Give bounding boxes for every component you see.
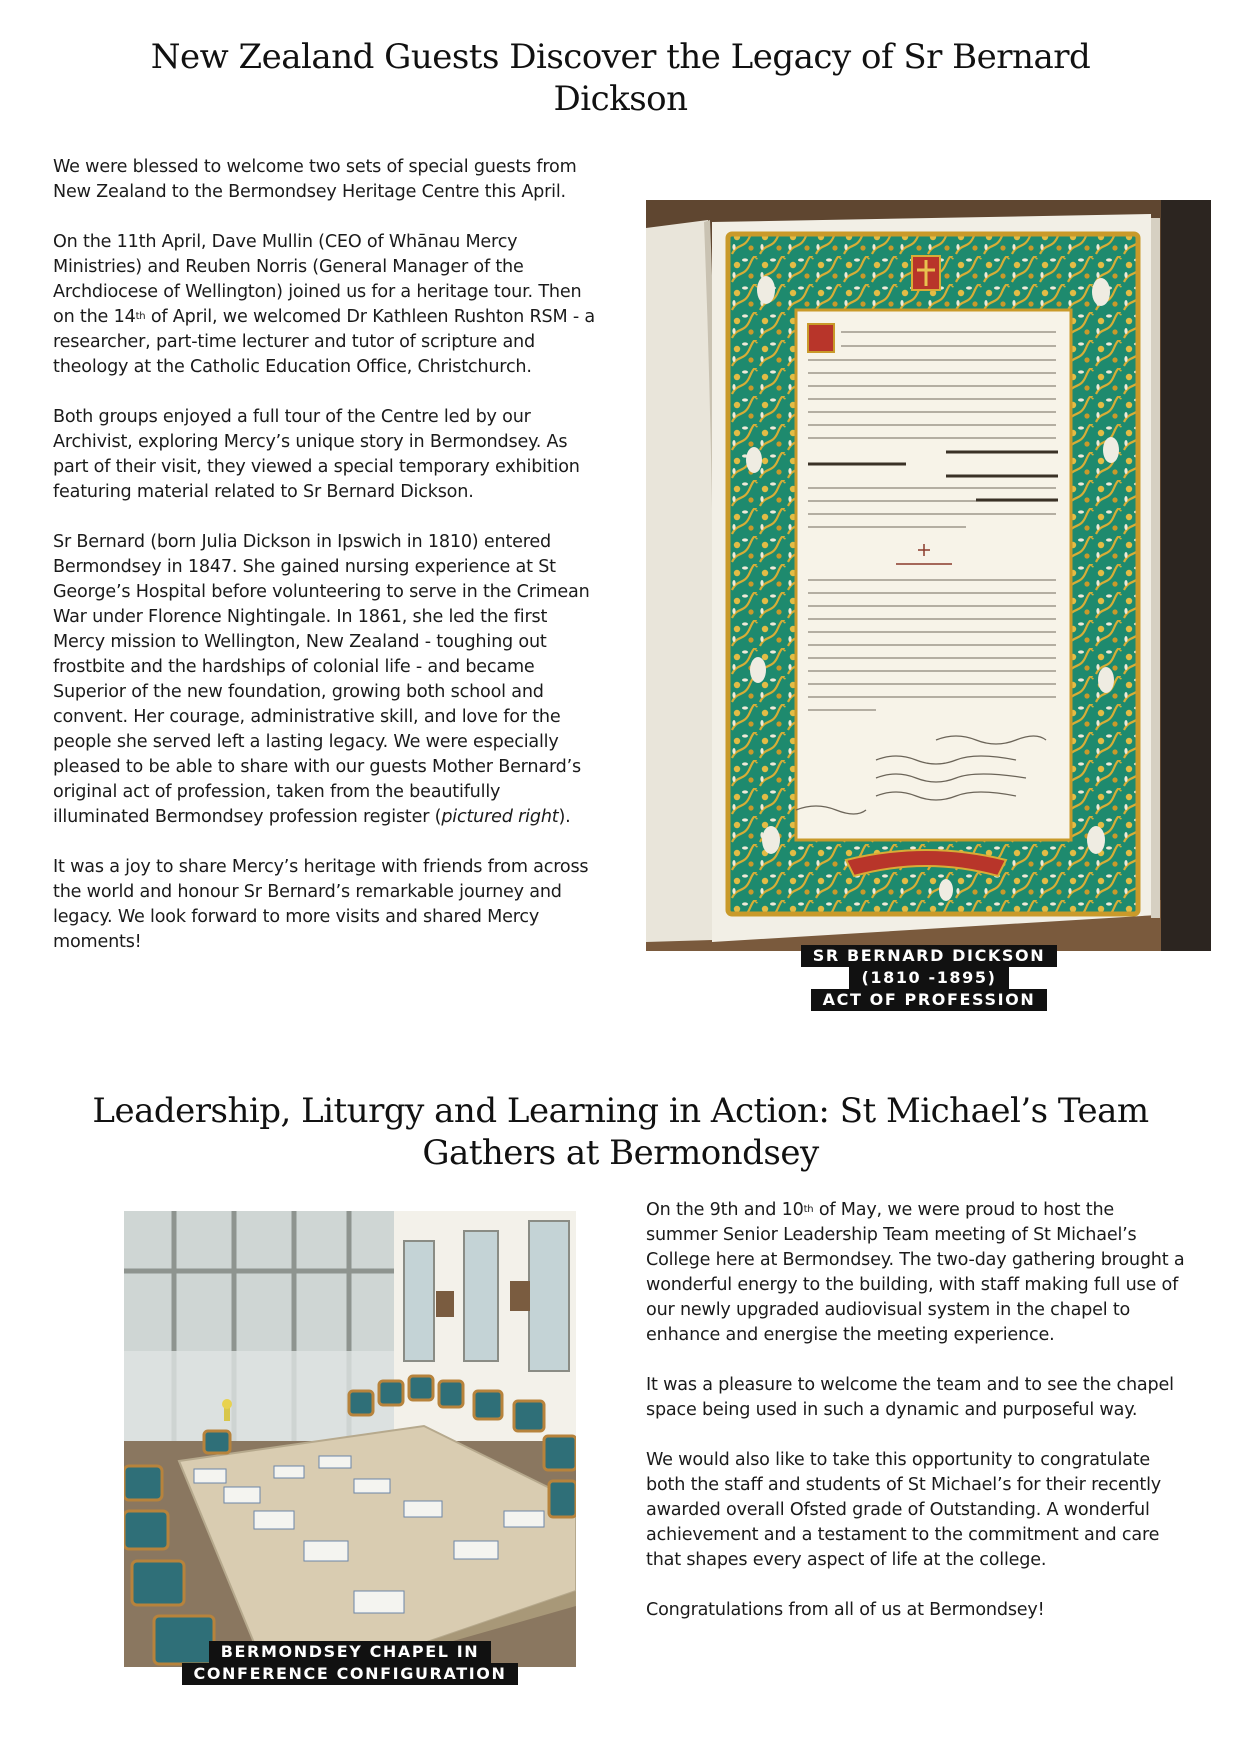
article-1-body [53,155,601,980]
article-2-title [0,1090,1241,1174]
chapel-conference-caption [150,1641,550,1685]
article-2-paragraph-1 [646,1198,1186,1348]
chapel-conference-illustration [124,1211,576,1667]
article-2-title-line-1: Leadership, Liturgy and Learning in Action: St Michael’s Team [92,1091,1149,1131]
article-2-body [646,1198,1186,1648]
caption-1-line-1: SR BERNARD DICKSON [801,945,1058,967]
pictured-right-note: pictured right [441,807,559,827]
ordinal-suffix: th [803,1204,814,1215]
article-1-paragraph-4-text-b: ). [558,807,571,827]
article-1-paragraph-2-text-a: On the 11th April, Dave Mullin (CEO of Whānau Mercy Ministries) and Reuben Norris (General Manager of the Archdiocese of Wellington) joined us for a heritage tour. Then on the 14 [53,232,582,327]
caption-1-line-2: (1810 -1895) [849,967,1008,989]
article-2-paragraph-1-text-b: of May, we were proud to host the summer Senior Leadership Team meeting of St Michael’s College here at Bermondsey. The two-day gathering brought a wonderful energy to the building, with staff making full use of our newly upgraded audiovisual system in the chapel to enhance and energise the meeting experience. [646,1200,1185,1345]
article-1-paragraph-1: We were blessed to welcome two sets of special guests from New Zealand to the Bermondsey Heritage Centre this April. [53,157,577,202]
chapel-conference-photo [124,1211,576,1667]
article-2-paragraph-2: It was a pleasure to welcome the team and to see the chapel space being used in such a dynamic and purposeful way. [646,1375,1174,1420]
caption-2-line-2: CONFERENCE CONFIGURATION [182,1663,519,1685]
caption-1-line-3: ACT OF PROFESSION [811,989,1048,1011]
article-2-paragraph-1-text-a: On the 9th and 10 [646,1200,804,1220]
article-1-paragraph-4 [53,530,601,830]
profession-register-illustration [646,200,1211,951]
article-1-paragraph-2 [53,230,601,380]
caption-2-line-1: BERMONDSEY CHAPEL IN [209,1641,492,1663]
article-2-paragraph-4: Congratulations from all of us at Bermondsey! [646,1600,1045,1620]
profession-register-caption [775,945,1083,1011]
article-1-title-line-1: New Zealand Guests Discover the Legacy of Sr Bernard [150,37,1091,77]
article-2-paragraph-3: We would also like to take this opportunity to congratulate both the staff and students of St Michael’s for their recently awarded overall Ofsted grade of Outstanding. A wonderful achievement and a testament to the commitment and care that shapes every aspect of life at the college. [646,1450,1162,1570]
article-2-title-line-2: Gathers at Bermondsey [422,1133,819,1173]
article-1-title-line-2: Dickson [553,79,688,119]
profession-register-photo [646,200,1211,951]
article-1-paragraph-3: Both groups enjoyed a full tour of the Centre led by our Archivist, exploring Mercy’s unique story in Bermondsey. As part of their visit, they viewed a special temporary exhibition featuring material related to Sr Bernard Dickson. [53,407,580,502]
article-1-title [0,36,1241,120]
article-1-paragraph-4-text-a: Sr Bernard (born Julia Dickson in Ipswich in 1810) entered Bermondsey in 1847. She gained nursing experience at St George’s Hospital before volunteering to serve in the Crimean War under Florence Nightingale. In 1861, she led the first Mercy mission to Wellington, New Zealand - toughing out frostbite and the hardships of colonial life - and became Superior of the new foundation, growing both school and convent. Her courage, administrative skill, and love for the people she served left a lasting legacy. We were especially pleased to be able to share with our guests Mother Bernard’s original act of profession, taken from the beautifully illuminated Bermondsey profession register ( [53,532,590,827]
article-1-paragraph-2-text-b: of April, we welcomed Dr Kathleen Rushton RSM - a researcher, part-time lecturer and tutor of scripture and theology at the Catholic Education Office, Christchurch. [53,307,595,377]
ordinal-suffix: th [135,311,146,322]
article-1-paragraph-5: It was a joy to share Mercy’s heritage with friends from across the world and honour Sr Bernard’s remarkable journey and legacy. We look forward to more visits and shared Mercy moments! [53,857,589,952]
